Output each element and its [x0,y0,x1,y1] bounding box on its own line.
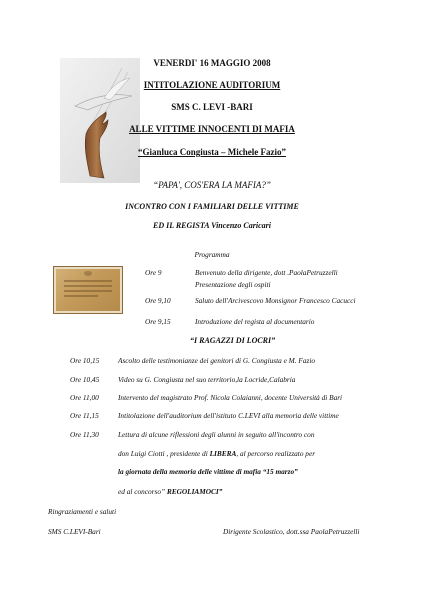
victim-names: “Gianluca Congiusta – Michele Fazio” [138,147,286,157]
event-date: VENERDI' 16 MAGGIO 2008 [153,58,271,68]
program-time: Ore 11,30 [70,430,99,439]
program-time: Ore 11,15 [70,411,99,420]
plaque-image [53,266,123,314]
sender-line: SMS C.LEVI-Bari [48,527,101,536]
program-time: Ore 10,15 [70,356,100,365]
meeting-line-2: ED IL REGISTA Vincenzo Caricari [153,221,271,230]
program-item: Saluto dell'Arcivescovo Monsignor Francesco Cacucci [195,296,356,305]
meeting-line-1: INCONTRO CON I FAMILIARI DELLE VITTIME [125,202,299,211]
program-item-sub: Presentazione degli ospiti [195,280,271,289]
program-item: Intitolazione dell'auditorium dell'istituto C.LEVI alla memoria delle vittime [118,411,339,420]
dedication: ALLE VITTIME INNOCENTI DI MAFIA [129,124,295,134]
program-item: Benvenuto della dirigente, dott .PaolaPetruzzelli [195,268,338,277]
program-time: Ore 9,15 [145,317,171,326]
quote-title: “PAPA', COS'ERA LA MAFIA?” [153,180,271,190]
program-item: Intervento del magistrato Prof. Nicola Colaianni, docente Università di Bari [118,393,343,402]
program-item: Ascolto delle testimonianze dei genitori di G. Congiusta e M. Fazio [118,356,315,365]
program-time: Ore 11,00 [70,393,99,402]
thanks-line: Ringraziamenti e saluti [48,507,117,516]
program-item: Introduzione del regista al documentario [195,317,315,326]
school-name: SMS C. LEVI -BARI [171,102,253,112]
event-title: INTITOLAZIONE AUDITORIUM [143,80,281,90]
program-time: Ore 9 [145,268,162,277]
continuation-line-2: la giornata della memoria delle vittime di mafia “15 marzo” [118,467,298,476]
film-title: “I RAGAZZI DI LOCRI” [190,336,276,345]
continuation-line-3: ed al concorso” REGOLIAMOCI” [118,487,223,496]
programma-heading: Programma [194,250,230,259]
sculpture-image [60,58,140,183]
program-time: Ore 9,10 [145,296,171,305]
signature-line: Dirigente Scolastico, dott.ssa PaolaPetruzzelli [223,527,360,536]
program-item: Lettura di alcune riflessioni degli alunni in seguito all'incontro con [118,430,315,439]
program-time: Ore 10,45 [70,375,100,384]
continuation-line-1: don Luigi Ciotti , presidente di LIBERA, al percorso realizzato per [118,449,316,458]
program-item: Video su G. Congiusta nel suo territorio,la Locride,Calabria [118,375,296,384]
